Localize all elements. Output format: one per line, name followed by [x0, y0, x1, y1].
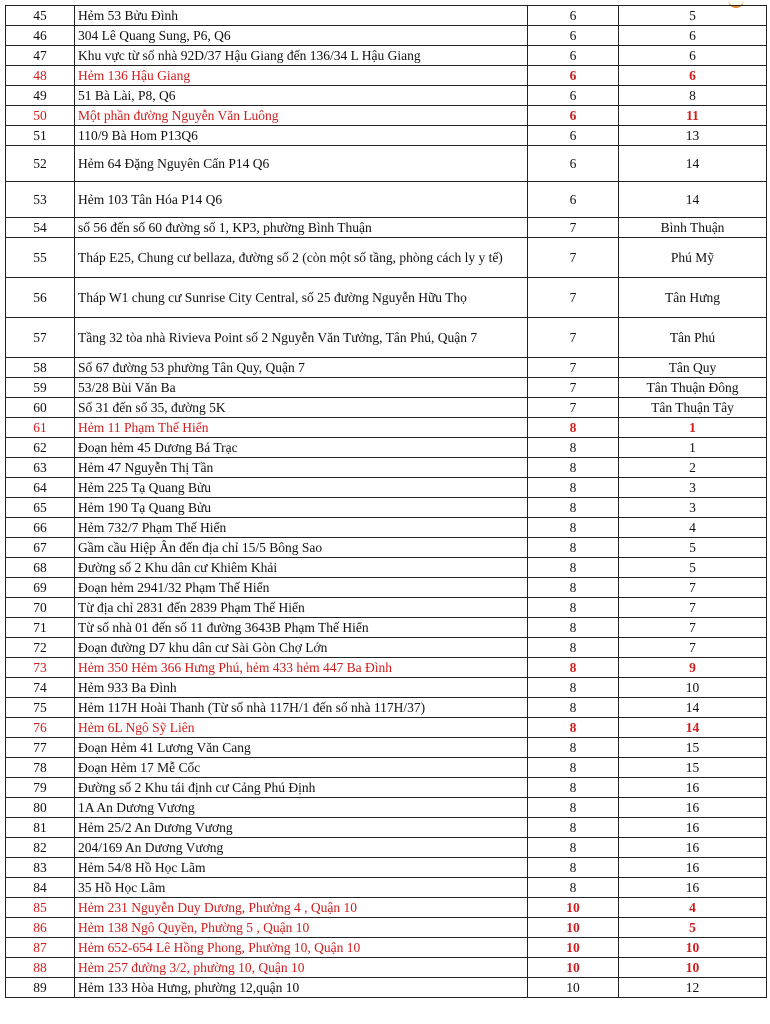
table-row [6, 182, 767, 218]
row-number-cell: 74 [6, 678, 75, 698]
address-cell: 51 Bà Lài, P8, Q6 [75, 86, 528, 106]
table-row [6, 798, 767, 818]
ward-cell: 5 [619, 558, 767, 578]
ward-cell: 7 [619, 618, 767, 638]
table-row [6, 558, 767, 578]
row-number-cell: 85 [6, 898, 75, 918]
ward-cell: 13 [619, 126, 767, 146]
address-cell: Số 31 đến số 35, đường 5K [75, 398, 528, 418]
district-cell: 10 [528, 958, 619, 978]
district-cell: 7 [528, 218, 619, 238]
address-cell: Hẻm 103 Tân Hóa P14 Q6 [75, 182, 528, 218]
table-row [6, 498, 767, 518]
district-cell: 8 [528, 638, 619, 658]
table-row [6, 658, 767, 678]
row-number-cell: 82 [6, 838, 75, 858]
table-row [6, 938, 767, 958]
address-cell: Tháp E25, Chung cư bellaza, đường số 2 (còn một số tầng, phòng cách ly y tế) [75, 238, 528, 278]
row-number-cell: 72 [6, 638, 75, 658]
ward-cell: Tân Quy [619, 358, 767, 378]
row-number-cell: 83 [6, 858, 75, 878]
table-row [6, 678, 767, 698]
row-number-cell: 46 [6, 26, 75, 46]
table-row [6, 418, 767, 438]
row-number-cell: 49 [6, 86, 75, 106]
ward-cell: 14 [619, 146, 767, 182]
address-cell: Đường số 2 Khu tái định cư Cảng Phú Định [75, 778, 528, 798]
ward-cell: Phú Mỹ [619, 238, 767, 278]
table-row [6, 898, 767, 918]
ward-cell: 16 [619, 858, 767, 878]
district-cell: 8 [528, 838, 619, 858]
address-cell: Đường số 2 Khu dân cư Khiêm Khải [75, 558, 528, 578]
district-cell: 8 [528, 818, 619, 838]
row-number-cell: 57 [6, 318, 75, 358]
row-number-cell: 56 [6, 278, 75, 318]
table-row [6, 638, 767, 658]
row-number-cell: 86 [6, 918, 75, 938]
ward-cell: 10 [619, 678, 767, 698]
table-row [6, 86, 767, 106]
district-cell: 8 [528, 518, 619, 538]
ward-cell: 8 [619, 86, 767, 106]
district-cell: 8 [528, 418, 619, 438]
ward-cell: 15 [619, 738, 767, 758]
address-cell: Hẻm 231 Nguyễn Duy Dương, Phường 4 , Quận 10 [75, 898, 528, 918]
row-number-cell: 68 [6, 558, 75, 578]
ward-cell: Bình Thuận [619, 218, 767, 238]
table-row [6, 958, 767, 978]
district-cell: 10 [528, 978, 619, 998]
ward-cell: Tân Thuận Đông [619, 378, 767, 398]
row-number-cell: 78 [6, 758, 75, 778]
table-row [6, 126, 767, 146]
district-cell: 7 [528, 358, 619, 378]
district-cell: 8 [528, 478, 619, 498]
row-number-cell: 59 [6, 378, 75, 398]
district-cell: 8 [528, 878, 619, 898]
address-cell: Hẻm 64 Đặng Nguyên Cẩn P14 Q6 [75, 146, 528, 182]
district-cell: 8 [528, 578, 619, 598]
district-cell: 6 [528, 146, 619, 182]
district-cell: 8 [528, 798, 619, 818]
ward-cell: 9 [619, 658, 767, 678]
row-number-cell: 48 [6, 66, 75, 86]
ward-cell: 7 [619, 578, 767, 598]
address-cell: Hẻm 54/8 Hồ Học Lãm [75, 858, 528, 878]
table-row [6, 458, 767, 478]
ward-cell: 10 [619, 958, 767, 978]
row-number-cell: 71 [6, 618, 75, 638]
table-row [6, 598, 767, 618]
row-number-cell: 60 [6, 398, 75, 418]
ward-cell: 2 [619, 458, 767, 478]
address-cell: Hẻm 136 Hậu Giang [75, 66, 528, 86]
row-number-cell: 69 [6, 578, 75, 598]
table-row [6, 978, 767, 998]
row-number-cell: 55 [6, 238, 75, 278]
address-cell: Hẻm 138 Ngô Quyền, Phường 5 , Quận 10 [75, 918, 528, 938]
district-cell: 8 [528, 498, 619, 518]
district-cell: 7 [528, 398, 619, 418]
address-cell: 110/9 Bà Hom P13Q6 [75, 126, 528, 146]
ward-cell: 14 [619, 698, 767, 718]
table-row [6, 358, 767, 378]
row-number-cell: 73 [6, 658, 75, 678]
row-number-cell: 88 [6, 958, 75, 978]
table-row [6, 838, 767, 858]
ward-cell: 16 [619, 838, 767, 858]
district-cell: 8 [528, 598, 619, 618]
district-cell: 7 [528, 238, 619, 278]
ward-cell: 16 [619, 798, 767, 818]
ward-cell: 6 [619, 46, 767, 66]
district-cell: 7 [528, 278, 619, 318]
row-number-cell: 65 [6, 498, 75, 518]
district-cell: 6 [528, 26, 619, 46]
ward-cell: 7 [619, 598, 767, 618]
address-cell: Hẻm 732/7 Phạm Thế Hiển [75, 518, 528, 538]
address-cell: 53/28 Bùi Văn Ba [75, 378, 528, 398]
address-cell: Đoạn đường D7 khu dân cư Sài Gòn Chợ Lớn [75, 638, 528, 658]
ward-cell: 15 [619, 758, 767, 778]
district-cell: 7 [528, 318, 619, 358]
address-cell: Hẻm 225 Tạ Quang Bửu [75, 478, 528, 498]
ward-cell: 3 [619, 478, 767, 498]
table-row [6, 46, 767, 66]
table-row [6, 438, 767, 458]
address-cell: Hẻm 47 Nguyễn Thị Tần [75, 458, 528, 478]
table-row [6, 66, 767, 86]
table-row [6, 238, 767, 278]
address-cell: Hẻm 350 Hẻm 366 Hưng Phú, hẻm 433 hẻm 447 Ba Đình [75, 658, 528, 678]
address-cell: Đoạn hẻm 2941/32 Phạm Thế Hiển [75, 578, 528, 598]
address-cell: Hẻm 6L Ngô Sỹ Liên [75, 718, 528, 738]
table-row [6, 578, 767, 598]
district-cell: 8 [528, 858, 619, 878]
row-number-cell: 70 [6, 598, 75, 618]
table-row [6, 146, 767, 182]
district-cell: 8 [528, 538, 619, 558]
table-row [6, 318, 767, 358]
row-number-cell: 54 [6, 218, 75, 238]
row-number-cell: 81 [6, 818, 75, 838]
lockdown-location-table [5, 5, 767, 998]
address-cell: Từ địa chỉ 2831 đến 2839 Phạm Thế Hiển [75, 598, 528, 618]
district-cell: 6 [528, 126, 619, 146]
row-number-cell: 53 [6, 182, 75, 218]
ward-cell: 6 [619, 26, 767, 46]
district-cell: 8 [528, 758, 619, 778]
row-number-cell: 62 [6, 438, 75, 458]
ward-cell: 14 [619, 182, 767, 218]
row-number-cell: 75 [6, 698, 75, 718]
table-row [6, 758, 767, 778]
ward-cell: Tân Hưng [619, 278, 767, 318]
address-cell: Từ số nhà 01 đến số 11 đường 3643B Phạm Thế Hiển [75, 618, 528, 638]
address-cell: Tháp W1 chung cư Sunrise City Central, số 25 đường Nguyễn Hữu Thọ [75, 278, 528, 318]
ward-cell: 16 [619, 778, 767, 798]
table-row [6, 858, 767, 878]
row-number-cell: 63 [6, 458, 75, 478]
row-number-cell: 47 [6, 46, 75, 66]
district-cell: 6 [528, 6, 619, 26]
row-number-cell: 51 [6, 126, 75, 146]
district-cell: 8 [528, 558, 619, 578]
district-cell: 8 [528, 458, 619, 478]
table-row [6, 478, 767, 498]
ward-cell: 14 [619, 718, 767, 738]
district-cell: 7 [528, 378, 619, 398]
address-cell: Khu vực từ số nhà 92D/37 Hậu Giang đến 136/34 L Hậu Giang [75, 46, 528, 66]
ward-cell: 1 [619, 418, 767, 438]
address-cell: Tầng 32 tòa nhà Rivieva Point số 2 Nguyễn Văn Tưởng, Tân Phú, Quận 7 [75, 318, 528, 358]
row-number-cell: 45 [6, 6, 75, 26]
address-cell: Hẻm 53 Bửu Đình [75, 6, 528, 26]
ward-cell: 4 [619, 518, 767, 538]
row-number-cell: 50 [6, 106, 75, 126]
district-cell: 6 [528, 182, 619, 218]
district-cell: 8 [528, 618, 619, 638]
ward-cell: 7 [619, 638, 767, 658]
table-row [6, 378, 767, 398]
address-cell: 1A An Dương Vương [75, 798, 528, 818]
table-row [6, 718, 767, 738]
address-cell: Hẻm 11 Phạm Thế Hiển [75, 418, 528, 438]
ward-cell: 16 [619, 818, 767, 838]
row-number-cell: 79 [6, 778, 75, 798]
table-row [6, 398, 767, 418]
table-row [6, 538, 767, 558]
district-cell: 8 [528, 658, 619, 678]
table-row [6, 618, 767, 638]
district-cell: 6 [528, 106, 619, 126]
district-cell: 8 [528, 778, 619, 798]
address-cell: Đoạn Hẻm 41 Lương Văn Cang [75, 738, 528, 758]
row-number-cell: 67 [6, 538, 75, 558]
row-number-cell: 76 [6, 718, 75, 738]
district-cell: 8 [528, 438, 619, 458]
ward-cell: 6 [619, 66, 767, 86]
district-cell: 8 [528, 738, 619, 758]
district-cell: 6 [528, 46, 619, 66]
table-row [6, 26, 767, 46]
ward-cell: 5 [619, 6, 767, 26]
address-cell: Gầm cầu Hiệp Ân đến địa chỉ 15/5 Bông Sao [75, 538, 528, 558]
ward-cell: Tân Phú [619, 318, 767, 358]
address-cell: 204/169 An Dương Vương [75, 838, 528, 858]
row-number-cell: 84 [6, 878, 75, 898]
table-row [6, 918, 767, 938]
row-number-cell: 52 [6, 146, 75, 182]
table-row [6, 738, 767, 758]
row-number-cell: 77 [6, 738, 75, 758]
row-number-cell: 58 [6, 358, 75, 378]
district-cell: 6 [528, 86, 619, 106]
ward-cell: 12 [619, 978, 767, 998]
address-cell: Hẻm 117H Hoài Thanh (Từ số nhà 117H/1 đến số nhà 117H/37) [75, 698, 528, 718]
address-cell: số 56 đến số 60 đường số 1, KP3, phường Bình Thuận [75, 218, 528, 238]
address-cell: Đoạn hẻm 45 Dương Bá Trạc [75, 438, 528, 458]
address-cell: Đoạn Hẻm 17 Mễ Cốc [75, 758, 528, 778]
ward-cell: 4 [619, 898, 767, 918]
address-cell: Hẻm 25/2 An Dương Vương [75, 818, 528, 838]
row-number-cell: 80 [6, 798, 75, 818]
row-number-cell: 89 [6, 978, 75, 998]
table-row [6, 878, 767, 898]
address-cell: Một phần đường Nguyễn Văn Luông [75, 106, 528, 126]
district-cell: 6 [528, 66, 619, 86]
ward-cell: 1 [619, 438, 767, 458]
ward-cell: 10 [619, 938, 767, 958]
row-number-cell: 61 [6, 418, 75, 438]
address-cell: Hẻm 133 Hòa Hưng, phường 12,quận 10 [75, 978, 528, 998]
table-row [6, 778, 767, 798]
address-cell: Hẻm 652-654 Lê Hồng Phong, Phường 10, Quận 10 [75, 938, 528, 958]
ward-cell: 5 [619, 918, 767, 938]
ward-cell: Tân Thuận Tây [619, 398, 767, 418]
address-cell: Hẻm 257 đường 3/2, phường 10, Quận 10 [75, 958, 528, 978]
table-row [6, 218, 767, 238]
district-cell: 10 [528, 898, 619, 918]
district-cell: 8 [528, 678, 619, 698]
address-cell: Số 67 đường 53 phường Tân Quy, Quận 7 [75, 358, 528, 378]
address-cell: Hẻm 933 Ba Đình [75, 678, 528, 698]
district-cell: 8 [528, 718, 619, 738]
address-cell: 35 Hồ Học Lãm [75, 878, 528, 898]
table-row [6, 518, 767, 538]
address-cell: 304 Lê Quang Sung, P6, Q6 [75, 26, 528, 46]
ward-cell: 5 [619, 538, 767, 558]
table-body [6, 6, 767, 998]
table-row [6, 818, 767, 838]
table-row [6, 698, 767, 718]
ward-cell: 16 [619, 878, 767, 898]
address-cell: Hẻm 190 Tạ Quang Bửu [75, 498, 528, 518]
ward-cell: 3 [619, 498, 767, 518]
row-number-cell: 87 [6, 938, 75, 958]
district-cell: 10 [528, 938, 619, 958]
table-row [6, 106, 767, 126]
row-number-cell: 64 [6, 478, 75, 498]
ward-cell: 11 [619, 106, 767, 126]
table-row [6, 278, 767, 318]
table-row [6, 6, 767, 26]
district-cell: 8 [528, 698, 619, 718]
row-number-cell: 66 [6, 518, 75, 538]
district-cell: 10 [528, 918, 619, 938]
